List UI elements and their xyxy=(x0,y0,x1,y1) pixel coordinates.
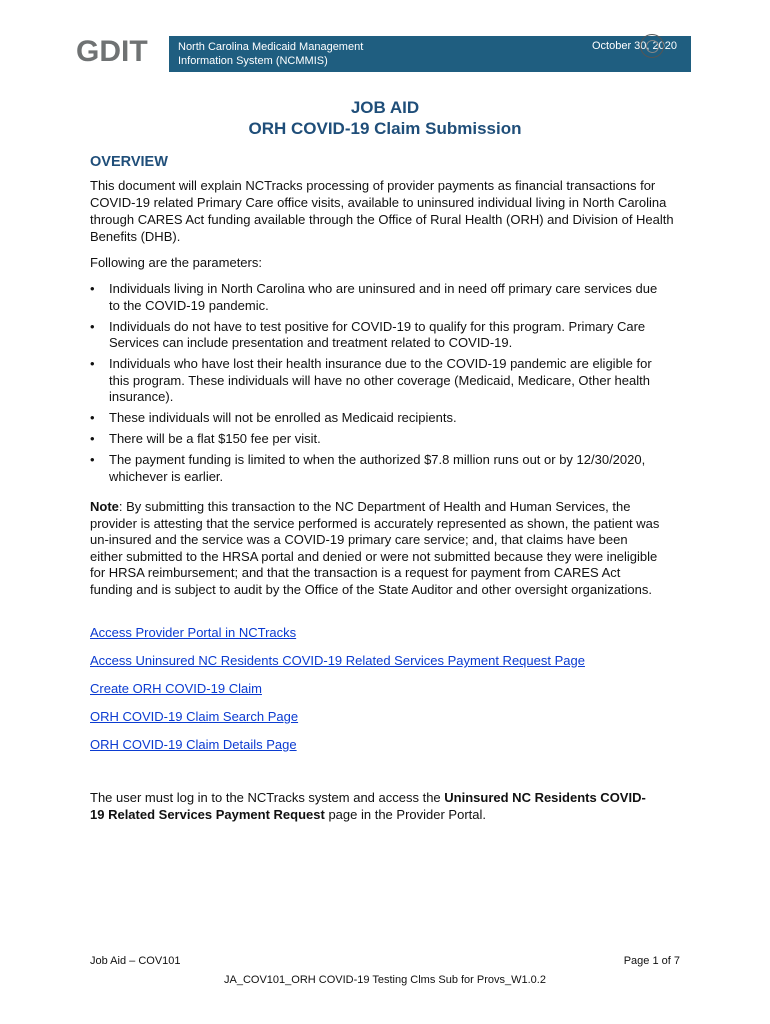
parameters-list xyxy=(90,281,660,490)
list-item: • There will be a flat $150 fee per visit. xyxy=(90,431,660,448)
gdit-logo: GDIT xyxy=(76,35,148,68)
note-body: : By submitting this transaction to the NC Department of Health and Human Services, the provider is attesting that the service performed is accurately represented as shown, the patient was un-insured and the service was a COVID-19 primary care service; and, that claims have been either submitted to the HRSA portal and denied or were not submitted because they were ineligible for HRSA reimbursement; and that the transaction is a request for payment from CARES Act funding and is subject to audit by the Office of the State Auditor and other oversight organizations. xyxy=(90,499,660,597)
list-item: • These individuals will not be enrolled as Medicaid recipients. xyxy=(90,410,660,427)
header-bar xyxy=(169,36,691,72)
footer-page-number: Page 1 of 7 xyxy=(623,955,680,967)
note-label: Note xyxy=(90,499,119,514)
doc-title: ORH COVID-19 Claim Submission xyxy=(248,119,522,138)
list-item: • Individuals do not have to test positive for COVID-19 to qualify for this program. Primary Care Services can include presentation and treatment related to COVID-19. xyxy=(90,319,660,352)
ncdhhs-seal-icon xyxy=(626,32,670,76)
doc-type-title: JOB AID xyxy=(350,98,420,117)
link-claim-search[interactable]: ORH COVID-19 Claim Search Page xyxy=(90,709,299,724)
list-item: • Individuals who have lost their health insurance due to the COVID-19 pandemic are eligible for this program. These individuals will have no other coverage (Medicaid, Medicare, Other health insurance). xyxy=(90,356,660,406)
system-name: North Carolina Medicaid Management Information System (NCMMIS) xyxy=(178,41,364,67)
list-item: • The payment funding is limited to when the authorized $7.8 million runs out or by 12/30/2020, whichever is earlier. xyxy=(90,452,660,485)
link-uninsured-payment-request[interactable]: Access Uninsured NC Residents COVID-19 Related Services Payment Request Page xyxy=(90,653,585,668)
login-instruction: The user must log in to the NCTracks system and access the Uninsured NC Residents COVID-19 Related Services Payment Request page in the Provider Portal. xyxy=(90,790,646,822)
link-create-claim[interactable]: Create ORH COVID-19 Claim xyxy=(90,681,262,696)
overview-heading: OVERVIEW xyxy=(90,154,168,170)
link-provider-portal[interactable]: Access Provider Portal in NCTracks xyxy=(90,625,297,640)
note-paragraph xyxy=(90,499,660,598)
footer-file-name: JA_COV101_ORH COVID-19 Testing Clms Sub for Provs_W1.0.2 xyxy=(224,974,546,986)
overview-intro: This document will explain NCTracks processing of provider payments as financial transactions for COVID-19 related Primary Care office visits, available to uninsured individual living in North Carolina through CARES Act funding available through the Office of Rural Health (ORH) and Division of Health Benefits (DHB). xyxy=(90,178,674,244)
list-item: • Individuals living in North Carolina who are uninsured and in need off primary care services due to the COVID-19 pandemic. xyxy=(90,281,660,314)
page-header xyxy=(76,35,677,72)
document-date: October 30, 2020 xyxy=(591,40,677,52)
section-links xyxy=(90,623,585,763)
footer-job-aid-id: Job Aid – COV101 xyxy=(90,955,181,967)
link-claim-details[interactable]: ORH COVID-19 Claim Details Page xyxy=(90,737,297,752)
parameters-intro: Following are the parameters: xyxy=(90,255,262,270)
